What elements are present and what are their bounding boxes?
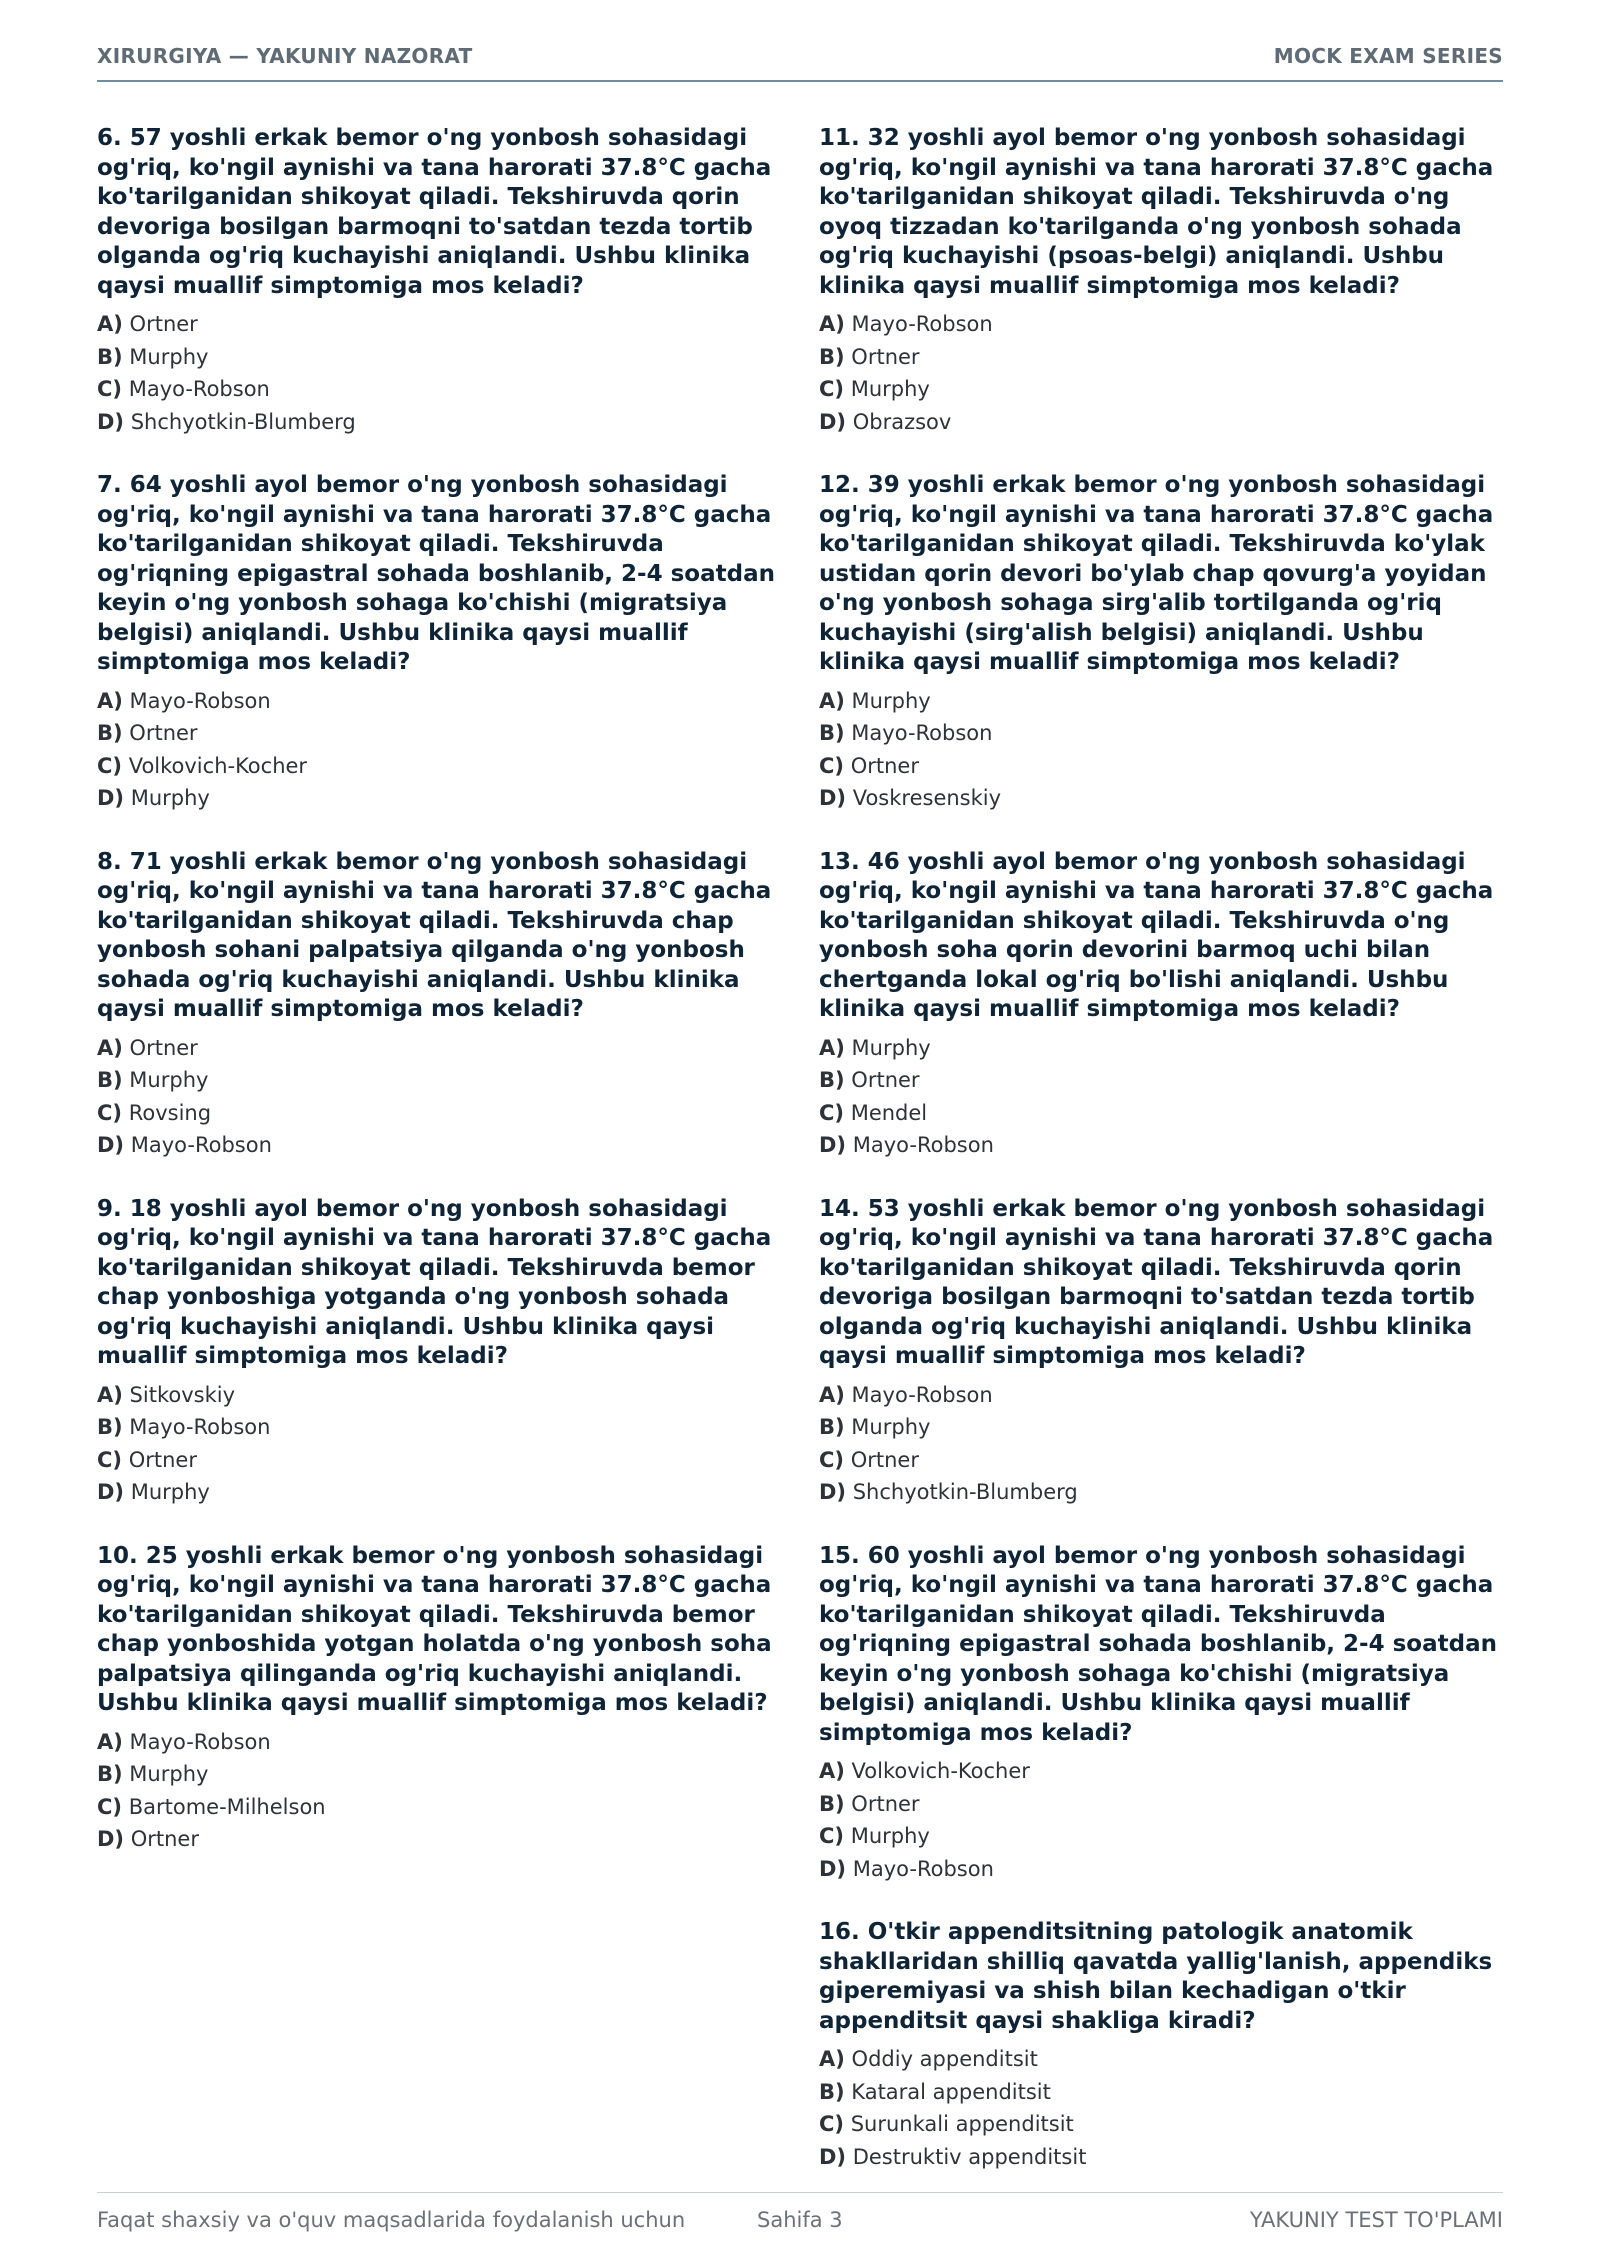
option-text: Murphy — [850, 377, 930, 401]
question-text: 12. 39 yoshli erkak bemor o'ng yonbosh sohasidagi og'riq, ko'ngil aynishi va tana harorati 37.8°C gacha ko'tarilganidan shikoyat qiladi. Tekshiruvda ko'ylak ustidan qorin devori bo'ylab chap qovurg'a yoyidan o'ng yonbosh sohaga sirg'alib tortilganda og'riq kuchayishi (sirg'alish belgisi) aniqlandi. Ushbu klinika qaysi muallif simptomiga mos keladi? — [819, 472, 1494, 675]
option-b — [819, 1064, 1503, 1097]
option-a — [97, 308, 781, 341]
option-text: Ortner — [129, 721, 198, 745]
option-text: Murphy — [850, 1824, 930, 1848]
option-text: Murphy — [129, 1068, 209, 1092]
question-text: 7. 64 yoshli ayol bemor o'ng yonbosh sohasidagi og'riq, ko'ngil aynishi va tana harorati 37.8°C gacha ko'tarilganidan shikoyat qiladi. Tekshiruvda og'riqning epigastral sohada boshlanib, 2-4 soatdan keyin o'ng yonbosh sohaga ko'chishi (migratsiya belgisi) aniqlandi. Ushbu klinika qaysi muallif simptomiga mos keladi? — [97, 472, 775, 675]
option-c — [819, 1097, 1503, 1130]
question-8 — [97, 848, 781, 1162]
question-text: 9. 18 yoshli ayol bemor o'ng yonbosh sohasidagi og'riq, ko'ngil aynishi va tana harorati 37.8°C gacha ko'tarilganidan shikoyat qiladi. Tekshiruvda bemor chap yonboshiga yotganda o'ng yonbosh sohada og'riq kuchayishi aniqlandi. Ushbu klinika qaysi muallif simptomiga mos keladi? — [97, 1195, 772, 1369]
option-d — [819, 782, 1503, 815]
option-letter: B) — [819, 344, 845, 369]
option-d — [819, 2141, 1503, 2174]
page-footer — [97, 2192, 1503, 2244]
option-a — [97, 1379, 781, 1412]
option-letter: C) — [819, 377, 845, 401]
question-text: 14. 53 yoshli erkak bemor o'ng yonbosh sohasidagi og'riq, ko'ngil aynishi va tana harorati 37.8°C gacha ko'tarilganidan shikoyat qiladi. Tekshiruvda qorin devoriga bosilgan barmoqni to'satdan tezda tortib olganda og'riq kuchayishi aniqlandi. Ushbu klinika qaysi muallif simptomiga mos keladi? — [819, 1195, 1494, 1369]
option-b — [819, 341, 1503, 374]
option-letter: C) — [97, 377, 123, 401]
option-text: Volkovich-Kocher — [128, 753, 308, 778]
option-letter: D) — [819, 1133, 847, 1157]
option-a — [97, 1032, 781, 1065]
option-text: Voskresenskiy — [852, 786, 1002, 810]
option-text: Volkovich-Kocher — [851, 1759, 1030, 1783]
option-text: Mendel — [850, 1100, 928, 1125]
option-c — [97, 1444, 781, 1477]
option-letter: B) — [97, 344, 123, 369]
option-letter: B) — [819, 2079, 845, 2104]
option-text: Murphy — [851, 1035, 931, 1060]
option-text: Murphy — [129, 1762, 209, 1786]
option-letter: A) — [97, 1035, 123, 1060]
option-letter: D) — [97, 409, 125, 434]
question-text: 15. 60 yoshli ayol bemor o'ng yonbosh sohasidagi og'riq, ko'ngil aynishi va tana harorati 37.8°C gacha ko'tarilganidan shikoyat qiladi. Tekshiruvda og'riqning epigastral sohada boshlanib, 2-4 soatdan keyin o'ng yonbosh sohaga ko'chishi (migratsiya belgisi) aniqlandi. Ushbu klinika qaysi muallif simptomiga mos keladi? — [819, 1542, 1497, 1746]
option-text: Rovsing — [128, 1100, 212, 1125]
question-text: 10. 25 yoshli erkak bemor o'ng yonbosh sohasidagi og'riq, ko'ngil aynishi va tana harorati 37.8°C gacha ko'tarilganidan shikoyat qiladi. Tekshiruvda bemor chap yonboshida yotgan holatda o'ng yonbosh soha palpatsiya qilinganda og'riq kuchayishi aniqlandi. Ushbu klinika qaysi muallif simptomiga mos keladi? — [97, 1542, 772, 1716]
option-letter: C) — [97, 1100, 123, 1125]
option-text: Murphy — [130, 786, 210, 810]
option-c — [819, 750, 1503, 783]
option-a — [819, 2043, 1503, 2076]
option-letter: A) — [819, 1035, 845, 1060]
option-text: Mayo-Robson — [130, 1133, 272, 1157]
option-text: Ortner — [851, 1791, 920, 1816]
option-b — [97, 1758, 781, 1791]
option-letter: A) — [819, 1759, 845, 1783]
option-d — [97, 782, 781, 815]
option-letter: D) — [819, 2144, 847, 2169]
option-letter: D) — [819, 786, 847, 810]
option-letter: A) — [97, 1382, 123, 1407]
option-d — [819, 406, 1503, 439]
option-letter: D) — [97, 1133, 125, 1157]
option-text: Mayo-Robson — [129, 1415, 271, 1439]
option-letter: C) — [819, 753, 845, 778]
page-number: Sahifa 3 — [757, 2208, 843, 2232]
option-letter: B) — [97, 721, 123, 745]
option-text: Mayo-Robson — [851, 312, 993, 336]
option-letter: D) — [97, 1480, 125, 1504]
option-c — [97, 1791, 781, 1824]
option-text: Obrazsov — [852, 409, 952, 434]
option-text: Mayo-Robson — [129, 688, 271, 713]
option-a — [819, 308, 1503, 341]
option-text: Ortner — [850, 1447, 919, 1472]
option-text: Shchyotkin-Blumberg — [852, 1480, 1078, 1504]
option-letter: C) — [97, 1794, 123, 1819]
option-text: Mayo-Robson — [852, 1133, 994, 1157]
option-text: Sitkovskiy — [129, 1382, 235, 1407]
option-text: Murphy — [129, 344, 209, 369]
option-text: Ortner — [850, 753, 919, 778]
option-d — [97, 1129, 781, 1162]
option-d — [819, 1129, 1503, 1162]
question-text: 13. 46 yoshli ayol bemor o'ng yonbosh sohasidagi og'riq, ko'ngil aynishi va tana harorati 37.8°C gacha ko'tarilganidan shikoyat qiladi. Tekshiruvda o'ng yonbosh soha qorin devorini barmoq uchi bilan chertganda lokal og'riq bo'lishi aniqlandi. Ushbu klinika qaysi muallif simptomiga mos keladi? — [819, 848, 1494, 1022]
option-text: Ortner — [130, 1827, 199, 1851]
option-letter: D) — [97, 786, 125, 810]
option-text: Oddiy appenditsit — [851, 2047, 1038, 2071]
option-letter: A) — [97, 688, 123, 713]
question-text: 6. 57 yoshli erkak bemor o'ng yonbosh sohasidagi og'riq, ko'ngil aynishi va tana harorati 37.8°C gacha ko'tarilganidan shikoyat qiladi. Tekshiruvda qorin devoriga bosilgan barmoqni to'satdan tezda tortib olganda og'riq kuchayishi aniqlandi. Ushbu klinika qaysi muallif simptomiga mos keladi? — [97, 125, 772, 299]
left-column — [97, 124, 781, 2206]
option-a — [97, 685, 781, 718]
option-text: Kataral appenditsit — [851, 2079, 1051, 2104]
question-11 — [819, 124, 1503, 438]
option-letter: C) — [819, 1100, 845, 1125]
option-b — [819, 2076, 1503, 2109]
option-c — [819, 2108, 1503, 2141]
option-letter: D) — [819, 409, 847, 434]
option-text: Mayo-Robson — [851, 1382, 993, 1407]
option-text: Murphy — [851, 1415, 931, 1439]
option-letter: B) — [819, 721, 845, 745]
option-text: Destruktiv appenditsit — [852, 2144, 1087, 2169]
option-a — [819, 1032, 1503, 1065]
option-c — [97, 1097, 781, 1130]
option-c — [97, 373, 781, 406]
option-letter: B) — [819, 1068, 845, 1092]
footer-disclaimer: Faqat shaxsiy va o'quv maqsadlarida foydalanish uchun — [97, 2208, 686, 2232]
option-b — [819, 1411, 1503, 1444]
option-letter: A) — [819, 688, 845, 713]
option-letter: C) — [819, 2112, 845, 2136]
question-10 — [97, 1542, 781, 1856]
option-letter: B) — [97, 1068, 123, 1092]
question-6 — [97, 124, 781, 438]
option-letter: B) — [97, 1762, 123, 1786]
option-c — [819, 373, 1503, 406]
option-b — [97, 1411, 781, 1444]
option-d — [819, 1476, 1503, 1509]
option-letter: B) — [819, 1791, 845, 1816]
option-text: Bartome-Milhelson — [128, 1794, 326, 1819]
header-title: XIRURGIYA — YAKUNIY NAZORAT — [97, 44, 473, 68]
option-letter: A) — [97, 312, 123, 336]
question-text: 8. 71 yoshli erkak bemor o'ng yonbosh sohasidagi og'riq, ko'ngil aynishi va tana harorati 37.8°C gacha ko'tarilganidan shikoyat qiladi. Tekshiruvda chap yonbosh sohani palpatsiya qilganda o'ng yonbosh sohada og'riq kuchayishi aniqlandi. Ushbu klinika qaysi muallif simptomiga mos keladi? — [97, 848, 772, 1022]
option-text: Ortner — [851, 1068, 920, 1092]
option-b — [97, 717, 781, 750]
option-letter: D) — [97, 1827, 125, 1851]
header-series: MOCK EXAM SERIES — [1273, 44, 1503, 68]
option-text: Ortner — [128, 1447, 197, 1472]
question-text: 11. 32 yoshli ayol bemor o'ng yonbosh sohasidagi og'riq, ko'ngil aynishi va tana harorati 37.8°C gacha ko'tarilganidan shikoyat qiladi. Tekshiruvda o'ng oyoq tizzadan ko'tarilganda o'ng yonbosh sohada og'riq kuchayishi (psoas-belgi) aniqlandi. Ushbu klinika qaysi muallif simptomiga mos keladi? — [819, 125, 1494, 299]
option-letter: C) — [97, 1447, 123, 1472]
option-a — [819, 1755, 1503, 1788]
option-text: Murphy — [130, 1480, 210, 1504]
option-text: Mayo-Robson — [128, 377, 270, 401]
option-b — [97, 1064, 781, 1097]
option-text: Mayo-Robson — [852, 1856, 994, 1881]
option-a — [97, 1726, 781, 1759]
option-d — [819, 1853, 1503, 1886]
option-a — [819, 1379, 1503, 1412]
question-9 — [97, 1195, 781, 1509]
option-letter: A) — [819, 1382, 845, 1407]
option-a — [819, 685, 1503, 718]
option-letter: B) — [97, 1415, 123, 1439]
option-text: Mayo-Robson — [851, 721, 993, 745]
option-letter: C) — [97, 753, 123, 778]
option-b — [819, 1788, 1503, 1821]
option-d — [97, 1823, 781, 1856]
option-letter: B) — [819, 1415, 845, 1439]
option-letter: A) — [819, 312, 845, 336]
option-c — [97, 750, 781, 783]
question-columns — [97, 124, 1503, 2206]
footer-collection-title: YAKUNIY TEST TO'PLAMI — [1249, 2208, 1503, 2232]
option-letter: D) — [819, 1856, 847, 1881]
option-text: Surunkali appenditsit — [850, 2112, 1074, 2136]
option-d — [97, 1476, 781, 1509]
option-c — [819, 1444, 1503, 1477]
question-15 — [819, 1542, 1503, 1886]
question-12 — [819, 471, 1503, 815]
option-text: Ortner — [129, 1035, 198, 1060]
option-letter: C) — [819, 1824, 845, 1848]
option-text: Mayo-Robson — [129, 1729, 271, 1754]
option-text: Ortner — [129, 312, 198, 336]
option-text: Ortner — [851, 344, 920, 369]
question-16 — [819, 1918, 1503, 2173]
option-letter: A) — [819, 2047, 845, 2071]
option-letter: A) — [97, 1729, 123, 1754]
right-column — [819, 124, 1503, 2206]
option-letter: C) — [819, 1447, 845, 1472]
page-header — [97, 44, 1503, 82]
option-letter: D) — [819, 1480, 847, 1504]
option-d — [97, 406, 781, 439]
option-text: Shchyotkin-Blumberg — [130, 409, 356, 434]
option-text: Murphy — [851, 688, 931, 713]
question-text: 16. O'tkir appenditsitning patologik anatomik shakllaridan shilliq qavatda yallig'lanish, appendiks giperemiyasi va shish bilan kechadigan o'tkir appenditsit qaysi shakliga kiradi? — [819, 1919, 1493, 2034]
question-13 — [819, 848, 1503, 1162]
option-b — [819, 717, 1503, 750]
question-14 — [819, 1195, 1503, 1509]
question-7 — [97, 471, 781, 815]
option-c — [819, 1820, 1503, 1853]
option-b — [97, 341, 781, 374]
